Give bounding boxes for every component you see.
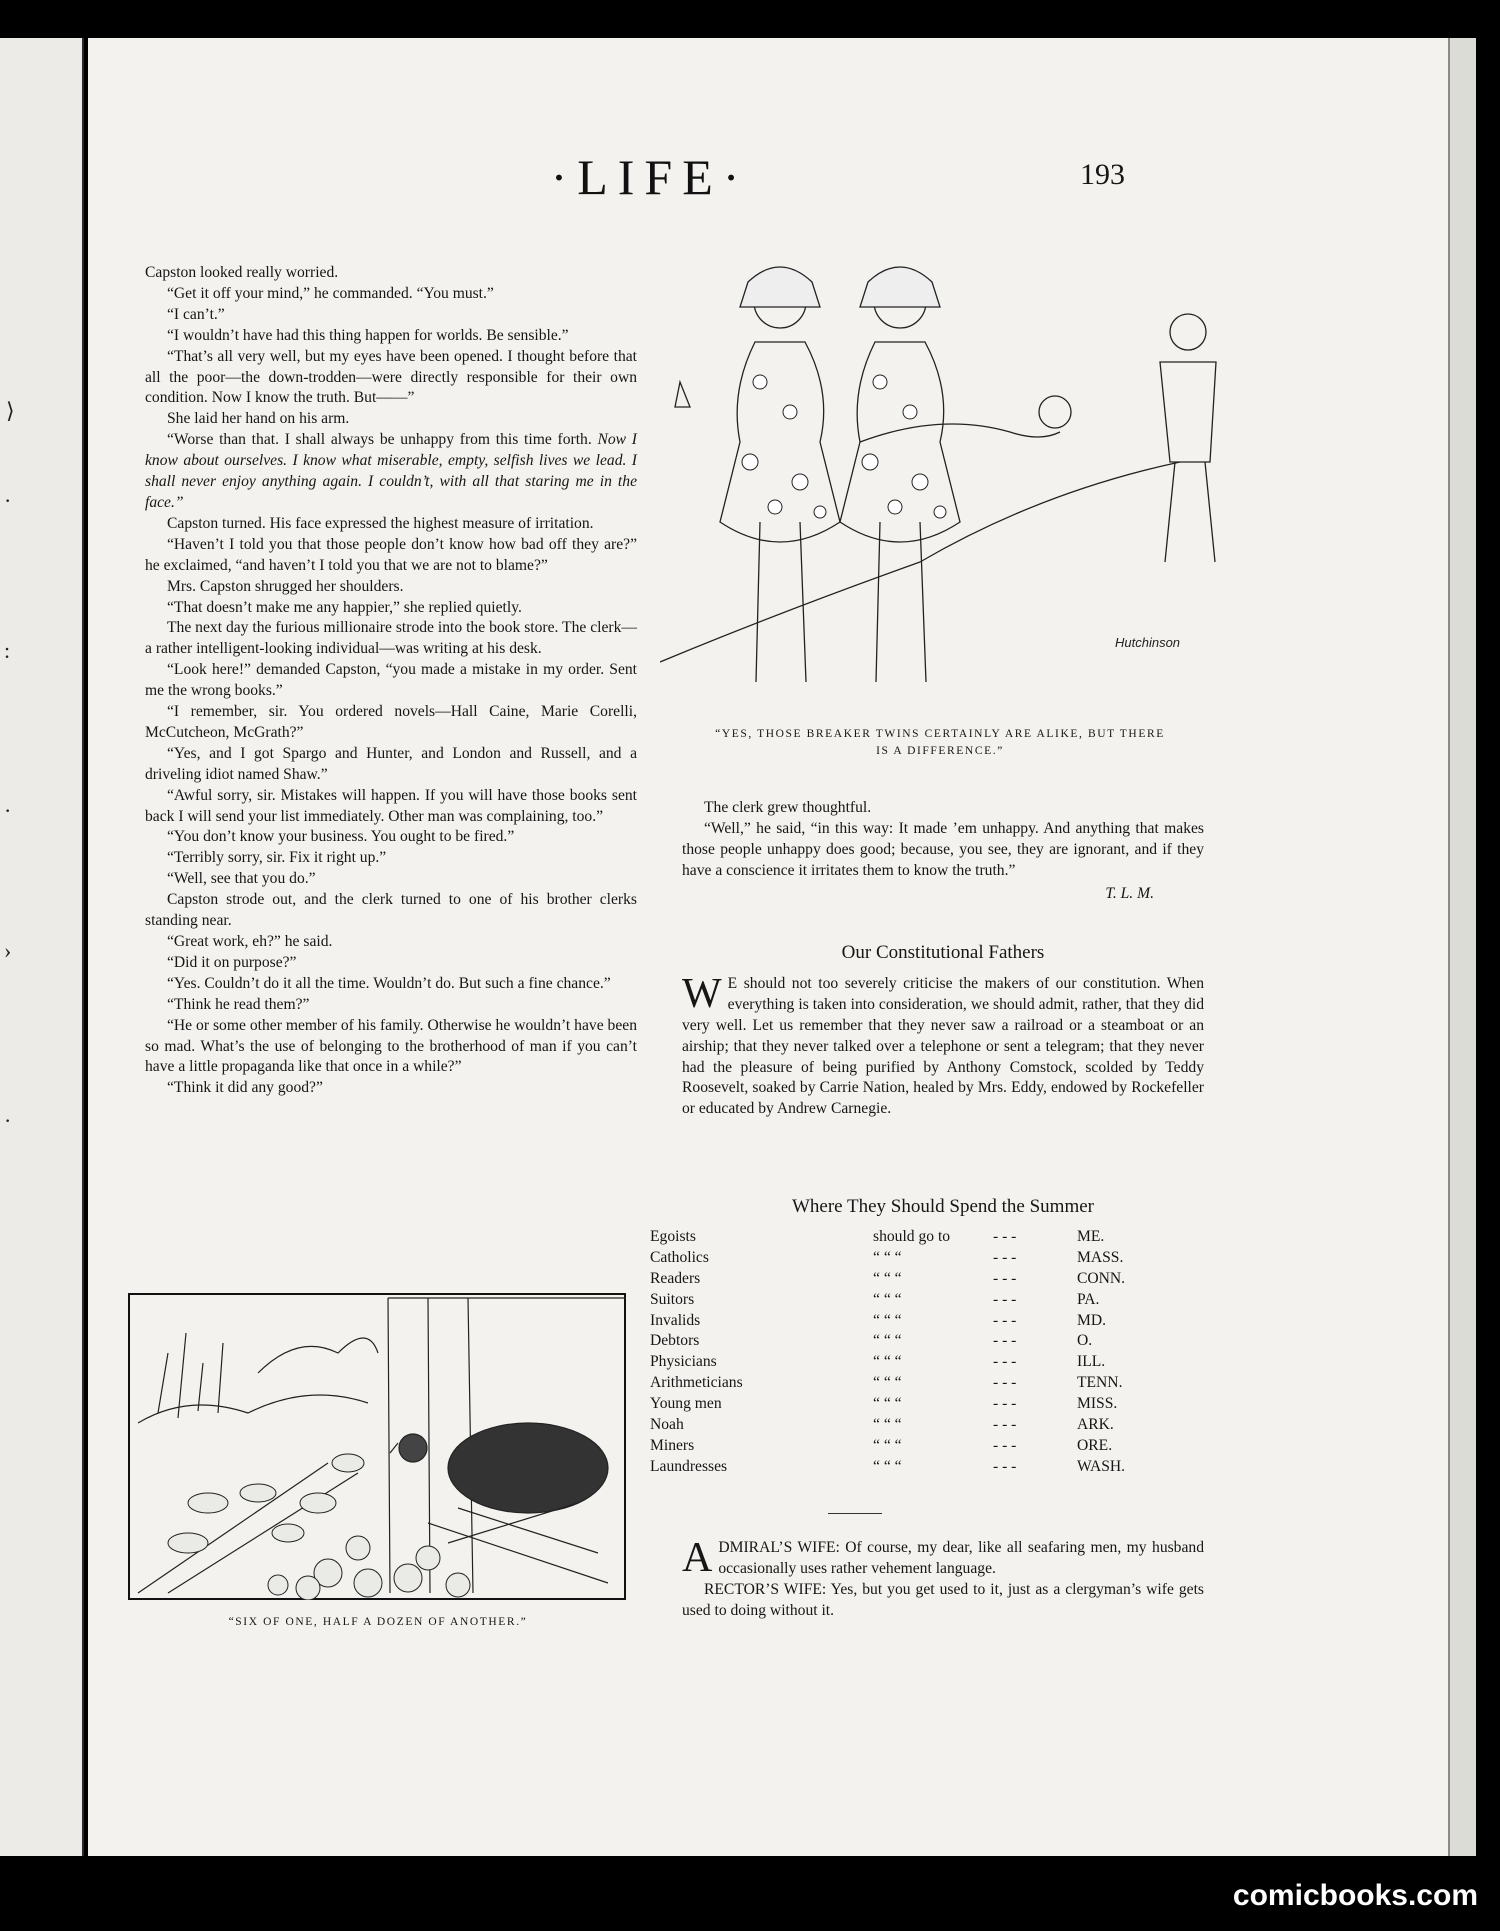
list-item (650, 1227, 1150, 1248)
paragraph-text: “Worse than that. I shall always be unhappy from this time forth. (167, 431, 598, 449)
list-where: WASH. (1077, 1457, 1126, 1475)
admiral-joke (682, 1535, 1204, 1622)
paragraph (145, 1016, 637, 1079)
paragraph (145, 1078, 637, 1099)
paragraph (145, 409, 637, 430)
facing-page-mark: › (4, 938, 12, 963)
paragraph (145, 430, 637, 514)
watermark: comicbooks.com (1232, 1879, 1478, 1912)
list-verb: “ “ “ (873, 1457, 902, 1475)
rector-paragraph (682, 1580, 1204, 1622)
fathers-paragraph (682, 970, 1204, 1120)
list-item (650, 1331, 1150, 1352)
paragraph-text: Capston looked really worried. (145, 264, 339, 281)
list-verb: “ “ “ (873, 1311, 902, 1329)
list-item (650, 1394, 1150, 1415)
summer-heading: Where They Should Spend the Summer (791, 1196, 1094, 1217)
list-verb: “ “ “ (873, 1248, 902, 1266)
paragraph-text: “Haven’t I told you that those people don’t know how bad off they are?” he exclaimed, “and haven’t I told you that we are not to blame?” (145, 535, 637, 574)
paragraph-text: “I can’t.” (167, 305, 225, 323)
section-divider (828, 1513, 882, 1514)
page-number: 193 (1080, 158, 1125, 191)
paragraph-text: “Great work, eh?” he said. (167, 933, 333, 950)
list-where: ILL. (1077, 1353, 1106, 1371)
paragraph-text: Mrs. Capston shrugged her shoulders. (167, 577, 404, 595)
list-who: Noah (650, 1416, 684, 1434)
list-dots: - - - (993, 1311, 1017, 1329)
paragraph (145, 702, 637, 744)
list-dots: - - - (993, 1353, 1017, 1371)
paragraph-text: Capston turned. His face expressed the highest measure of irritation. (167, 514, 594, 532)
paragraph-text: “Get it off your mind,” he commanded. “You must.” (167, 284, 494, 302)
facing-page-mark: ⟩ (6, 398, 15, 423)
rector-text: : Yes, but you get used to it, just as a clergyman’s wife gets used to doing without it. (682, 1580, 1204, 1619)
paragraph (145, 744, 637, 786)
paragraph-text: “Awful sorry, sir. Mistakes will happen. If you will have those books sent back I will send your list immediately. Other man was complaining, too.” (145, 786, 637, 825)
summer-article (682, 1197, 1204, 1218)
list-who: Readers (650, 1269, 701, 1287)
fathers-heading: Our Constitutional Fathers (841, 942, 1045, 963)
paragraph (145, 953, 637, 974)
facing-page-mark: · (4, 1108, 12, 1133)
list-item (650, 1248, 1150, 1269)
list-who: Suitors (650, 1290, 695, 1308)
list-who: Young men (650, 1395, 722, 1413)
list-verb: “ “ “ (873, 1332, 902, 1350)
list-who: Invalids (650, 1311, 701, 1329)
list-item (650, 1436, 1150, 1457)
drop-cap: A (682, 1535, 713, 1581)
paragraph (145, 995, 637, 1016)
story-signature: T. L. M. (1105, 884, 1154, 902)
paragraph (145, 305, 637, 326)
artist-signature: Hutchinson (1115, 635, 1181, 650)
list-who: Physicians (650, 1353, 717, 1371)
list-verb: “ “ “ (873, 1374, 902, 1392)
list-who: Catholics (650, 1248, 709, 1266)
list-where: PA. (1077, 1290, 1100, 1308)
list-who: Miners (650, 1436, 695, 1454)
list-item (650, 1352, 1150, 1373)
list-dots: - - - (993, 1374, 1017, 1392)
list-dots: - - - (993, 1395, 1017, 1413)
fathers-text: E should not too severely criticise the makers of our constitution. When everything is taken into consideration, we should admit, rather, that they did very well. Let us remember that they never saw a railroad or a steamboat or an airship; that they never talked over a telephone or sent a telegram; that they never had the pleasure of being purified by Anthony Comstock, scolded by Teddy Roosevelt, soaked by Carrie Nation, healed by Mrs. Eddy, endowed by Rockefeller or educated by Andrew Carnegie. (682, 974, 1204, 1118)
story-left-column (145, 263, 637, 1099)
drop-cap: W (682, 970, 722, 1017)
paragraph (145, 347, 637, 410)
paragraph-text: She laid her hand on his arm. (167, 410, 350, 428)
paragraph (145, 263, 637, 284)
paragraph-text: “Yes, and I got Spargo and Hunter, and London and Russell, and a driveling idiot named Shaw.” (145, 744, 637, 783)
paragraph (145, 514, 637, 535)
paragraph: The clerk grew thoughtful. (704, 799, 872, 816)
paragraph-text: “Yes. Couldn’t do it all the time. Wouldn’t do. But such a fine chance.” (167, 974, 611, 992)
list-verb: should go to (873, 1228, 951, 1245)
caption-line: “YES, THOSE BREAKER TWINS CERTAINLY ARE ALIKE, BUT THERE (715, 728, 1165, 740)
list-item (650, 1415, 1150, 1436)
cartoon-caption-bottom: “SIX OF ONE, HALF A DOZEN OF ANOTHER.” (228, 1616, 528, 1628)
list-where: CONN. (1077, 1269, 1126, 1287)
paragraph (145, 326, 637, 347)
list-where: MD. (1077, 1311, 1107, 1329)
list-where: ARK. (1077, 1416, 1114, 1434)
cartoon-caption-top (670, 726, 1210, 760)
facing-page-mark: · (4, 798, 12, 823)
story-right-column (682, 798, 1204, 905)
admiral-text: DMIRAL’S WIFE: Of course, my dear, like all seafaring men, my husband occasionally uses rather vehement language. (718, 1539, 1204, 1577)
list-dots: - - - (993, 1228, 1017, 1245)
paragraph: “Well,” he said, “in this way: It made ’em unhappy. And anything that makes those people unhappy does good; because, you see, they are ignorant, and if they have a conscience it irritates them to know the truth.” (682, 819, 1204, 879)
paragraph-text: “I remember, sir. You ordered novels—Hall Caine, Marie Corelli, McCutcheon, McGrath?” (145, 703, 637, 741)
list-item (650, 1373, 1150, 1394)
summer-list (650, 1227, 1150, 1478)
list-where: O. (1077, 1332, 1093, 1350)
list-where: MISS. (1077, 1395, 1118, 1413)
paragraph (145, 890, 637, 932)
list-dots: - - - (993, 1416, 1017, 1434)
fathers-article (682, 943, 1204, 1120)
list-where: ORE. (1077, 1436, 1113, 1454)
list-verb: “ “ “ (873, 1290, 902, 1308)
paragraph (145, 827, 637, 848)
paragraph (145, 974, 637, 995)
paragraph-text: “Look here!” demanded Capston, “you made a mistake in my order. Sent me the wrong books.” (145, 661, 637, 700)
paragraph-italic: Now I know about ourselves. I know what miserable, empty, selfish lives we lead. I shall never enjoy anything again. I couldn’t, with all that staring me in the face.” (145, 431, 637, 511)
list-dots: - - - (993, 1436, 1017, 1454)
paragraph (145, 284, 637, 305)
list-verb: “ “ “ (873, 1436, 902, 1454)
list-verb: “ “ “ (873, 1416, 902, 1434)
paragraph-text: “That’s all very well, but my eyes have been opened. I thought before that all the poor—the down-trodden—were directly responsible for their own condition. Now I know the truth. But——” (145, 347, 637, 407)
list-who: Debtors (650, 1332, 700, 1350)
paragraph (145, 618, 637, 660)
rector-speaker: RECTOR’S WIFE (704, 1580, 822, 1598)
paragraph-text: Capston strode out, and the clerk turned to one of his brother clerks standing near. (145, 891, 637, 930)
list-item (650, 1269, 1150, 1290)
list-where: ME. (1077, 1228, 1105, 1245)
paragraph (145, 660, 637, 702)
paragraph-text: “That doesn’t make me any happier,” she replied quietly. (167, 598, 522, 616)
caption-line: IS A DIFFERENCE.” (876, 745, 1004, 757)
facing-page-mark: · (4, 488, 12, 513)
paragraph (145, 598, 637, 619)
list-item (650, 1457, 1150, 1478)
paragraph-text: “I wouldn’t have had this thing happen for worlds. Be sensible.” (167, 326, 569, 344)
list-dots: - - - (993, 1457, 1017, 1475)
list-item (650, 1290, 1150, 1311)
list-dots: - - - (993, 1332, 1017, 1350)
paragraph-text: “Think he read them?” (167, 995, 310, 1013)
paragraph (145, 848, 637, 869)
list-dots: - - - (993, 1269, 1017, 1287)
paragraph-text: “Did it on purpose?” (167, 953, 297, 971)
list-item (650, 1311, 1150, 1332)
page-edge (1448, 38, 1476, 1856)
list-where: TENN. (1077, 1374, 1123, 1392)
list-who: Arithmeticians (650, 1374, 743, 1392)
paragraph (145, 786, 637, 828)
list-verb: “ “ “ (873, 1395, 902, 1413)
paragraph-text: “Terribly sorry, sir. Fix it right up.” (167, 849, 387, 867)
paragraph-text: “Well, see that you do.” (167, 870, 316, 888)
list-verb: “ “ “ (873, 1353, 902, 1371)
masthead: ·LIFE· (550, 149, 750, 205)
list-dots: - - - (993, 1290, 1017, 1308)
facing-page-edge (0, 38, 84, 1856)
list-verb: “ “ “ (873, 1269, 902, 1287)
paragraph-text: “You don’t know your business. You ought to be fired.” (167, 828, 515, 846)
list-who: Egoists (650, 1228, 696, 1245)
paragraph-text: The next day the furious millionaire strode into the book store. The clerk—a rather intelligent-looking individual—was writing at his desk. (145, 619, 637, 658)
list-where: MASS. (1077, 1248, 1124, 1266)
facing-page-mark: : (4, 638, 11, 663)
paragraph (145, 577, 637, 598)
admiral-paragraph (682, 1535, 1204, 1581)
paragraph (145, 535, 637, 577)
paragraph-text: “He or some other member of his family. Otherwise he wouldn’t have been so mad. What’s the use of belonging to the brotherhood of man if you can’t have a little propaganda like that once in a while?” (145, 1016, 637, 1076)
list-dots: - - - (993, 1248, 1017, 1266)
breaker-twins-cartoon (660, 262, 1220, 712)
paragraph-text: “Think it did any good?” (167, 1079, 323, 1097)
paragraph (145, 932, 637, 953)
hen-and-chicks-cartoon (128, 1293, 626, 1600)
paragraph (145, 869, 637, 890)
list-who: Laundresses (650, 1457, 728, 1475)
